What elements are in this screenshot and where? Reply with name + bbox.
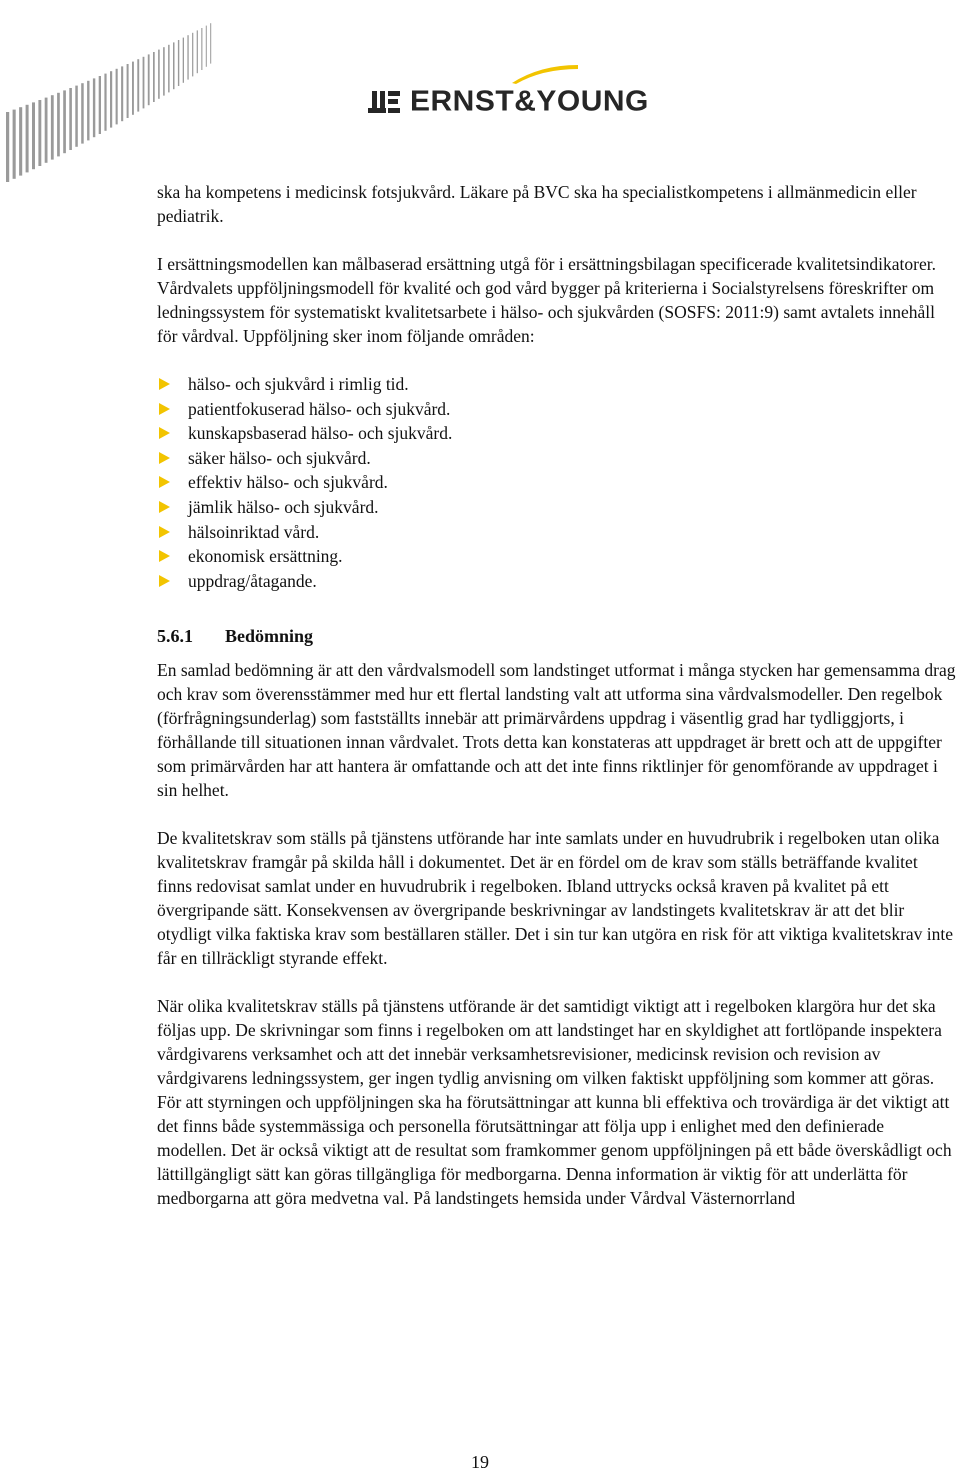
stripe-bar (148, 54, 150, 105)
stripe-bar (173, 42, 175, 89)
stripe-bar (104, 74, 106, 131)
decorative-stripes (0, 0, 300, 190)
stripe-bar (51, 95, 54, 159)
stripe-bar (6, 112, 9, 182)
triangle-bullet-icon (159, 378, 170, 390)
triangle-bullet-icon (159, 452, 170, 464)
section-title: Bedömning (225, 626, 314, 647)
bullet-item: kunskapsbaserad hälso- och sjukvård. (157, 421, 957, 446)
bullet-item: säker hälso- och sjukvård. (157, 446, 957, 471)
stripe-bar (69, 88, 72, 150)
stripe-bar (45, 98, 48, 163)
stripe-bar (63, 90, 66, 153)
logo-text: ERNST&YOUNG (410, 85, 649, 118)
stripe-bar (13, 110, 16, 179)
triangle-bullet-icon (159, 403, 170, 415)
bullet-item: patientfokuserad hälso- och sjukvård. (157, 397, 957, 422)
stripe-bar (210, 23, 211, 63)
stripe-bar (178, 40, 179, 86)
stripe-bar (32, 102, 35, 169)
stripe-bar (187, 35, 188, 79)
stripe-bar (110, 71, 112, 127)
section-number: 5.6.1 (157, 626, 193, 647)
stripe-bar (26, 105, 29, 173)
stripe-bar (99, 76, 101, 134)
stripe-bar (143, 57, 145, 109)
stripe-bar (121, 66, 123, 121)
stripe-bar (132, 62, 134, 115)
stripe-bar (168, 45, 170, 93)
stripe-bar (137, 59, 139, 111)
logo-bars-icon (368, 89, 402, 115)
triangle-bullet-icon (159, 476, 170, 488)
paragraph-body-2: De kvalitetskrav som ställs på tjänstens utförande har inte samlats under en huvudrubrik i regelboken utan olika kvalitetskrav framgår på skilda håll i dokumentet. Det är en fördel om de krav som ställs beträffande kvalitet finns redovisat samlat under en huvudrubrik i regelboken. Ibland uttrycks också kraven på kvalitet på ett övergripande sätt. Konsekvensen av övergripande beskrivningar av landstingets kvalitetskrav är att det blir otydligt vilka faktiska krav som beställaren ställer. Det i sin tur kan utgöra en risk för att viktiga kvalitetskrav inte får en tillräckligt styrande effekt. (157, 828, 954, 969)
stripe-bar (197, 30, 198, 73)
section-heading (157, 624, 957, 648)
page-header (0, 0, 960, 150)
document-body (157, 180, 957, 1210)
stripe-bar (93, 78, 95, 137)
paragraph-body-4: För att styrningen och uppföljningen ska ha förutsättningar att kunna bli effektiva och trovärdiga är det viktigt att det finns både systemmässiga och personella förutsättningar att följa upp i enlighet med den definierade modellen. Det är också viktigt att de resultat som framkommer genom uppföljningen på ett både överskådligt och lättillgängligt sätt kan göras tillgängliga för medborgarna. Denna information är viktig för att underlätta för medborgarna att göra medvetna val. På landstingets hemsida under Vårdval Västernorrland (157, 1092, 952, 1209)
paragraph-body-3: När olika kvalitetskrav ställs på tjänstens utförande är det samtidigt viktigt att i regelboken klargöra hur det ska följas upp. De skrivningar som finns i regelboken om att landstinget har en skyldighet att fortlöpande inspektera vårdgivarens verksamhet och att det innebär verksamhetsrevisioner, medicinsk revision och revision av vårdgivarens ledningssystem, ger ingen tydlig anvisning om vilken faktiskt uppföljning som kommer att göras. (157, 996, 942, 1089)
stripe-bar (153, 52, 155, 102)
stripe-bar (192, 33, 193, 77)
triangle-bullet-icon (159, 526, 170, 538)
stripe-bar (163, 47, 165, 95)
paragraph-body-1: En samlad bedömning är att den vårdvalsmodell som landstinget utformat i många stycken har gemensamma drag och krav som överensstämmer med hur ett flertal landsting valt att utforma sina vårdvalsmodeller. Den regelbok (förfrågningsunderlag) som fastställts innebär att primärvårdens uppdrag i väsentlig grad har tydliggjorts, i förhållande till situationen innan vårdvalet. Trots detta kan konstateras att uppdraget är brett och att de uppgifter som primärvården har att hantera är omfattande och att det inte finns riktlinjer för genomförande av uppdraget i sin helhet. (157, 660, 956, 801)
stripe-bar (127, 64, 129, 118)
ernst-young-logo (368, 82, 649, 122)
stripe-bar (38, 100, 41, 166)
bullet-item: uppdrag/åtagande. (157, 569, 957, 594)
stripe-bar (19, 107, 22, 175)
page-number: 19 (471, 1452, 489, 1472)
stripe-bar (87, 81, 89, 141)
paragraph-intro-1: ska ha kompetens i medicinsk fotsjukvård. Läkare på BVC ska ha specialistkompetens i allmänmedicin eller pediatrik. (157, 182, 917, 226)
bullet-list (157, 372, 957, 593)
triangle-bullet-icon (159, 501, 170, 513)
bullet-item: effektiv hälso- och sjukvård. (157, 470, 957, 495)
triangle-bullet-icon (159, 427, 170, 439)
stripe-bar (206, 26, 207, 67)
stripe-bar (57, 93, 60, 157)
bullet-item: hälsoinriktad vård. (157, 520, 957, 545)
stripe-bar (201, 28, 202, 70)
triangle-bullet-icon (159, 575, 170, 587)
stripe-bar (75, 86, 78, 147)
triangle-bullet-icon (159, 550, 170, 562)
stripe-bar (158, 50, 160, 99)
stripe-bar (183, 38, 184, 83)
bullet-item: jämlik hälso- och sjukvård. (157, 495, 957, 520)
stripe-bar (81, 83, 84, 143)
bullet-item: ekonomisk ersättning. (157, 544, 957, 569)
bullet-item: hälso- och sjukvård i rimlig tid. (157, 372, 957, 397)
stripe-bar (116, 69, 118, 125)
paragraph-intro-2: I ersättningsmodellen kan målbaserad ersättning utgå för i ersättningsbilagan specificerade kvalitetsindikatorer. Vårdvalets uppföljningsmodell för kvalité och god vård bygger på kriterierna i Socialstyrelsens föreskrifter om ledningssystem för systematiskt kvalitetsarbete i hälso- och sjukvården (SOSFS: 2011:9) samt avtalets innehåll för vårdval. Uppföljning sker inom följande områden: (157, 254, 936, 346)
